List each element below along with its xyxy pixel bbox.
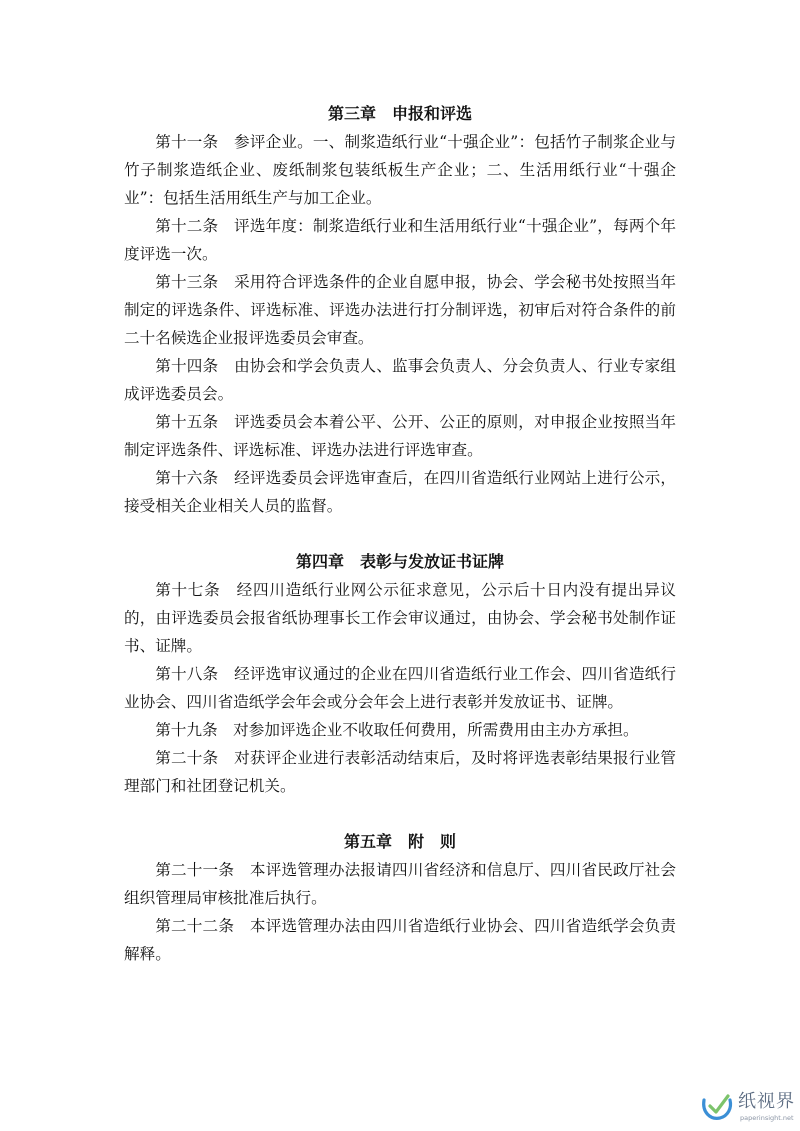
article-17: 第十七条 经四川造纸行业网公示征求意见，公示后十日内没有提出异议的，由评选委员会报省纸协理事长工作会审议通过，由协会、学会秘书处制作证书、证牌。	[124, 581, 676, 655]
article-11: 第十一条 参评企业。一、制浆造纸行业“十强企业”：包括竹子制浆企业与竹子制浆造纸企业、废纸制浆包装纸板生产企业；二、生活用纸行业“十强企业”：包括生活用纸生产与加工企业。	[124, 133, 676, 207]
chapter-title: 第三章 申报和评选	[327, 104, 472, 123]
document-body	[124, 100, 676, 968]
chapter-5	[124, 828, 676, 968]
watermark-logo-text: 纸视界	[738, 1091, 795, 1112]
chapter-title: 第四章 表彰与发放证书证牌	[295, 552, 504, 571]
watermark	[700, 1090, 796, 1126]
article-12: 第十二条 评选年度：制浆造纸行业和生活用纸行业“十强企业”，每两个年度评选一次。	[124, 217, 676, 263]
article-15: 第十五条 评选委员会本着公平、公开、公正的原则，对申报企业按照当年制定评选条件、评选标准、评选办法进行评选审查。	[124, 413, 676, 459]
article-20: 第二十条 对获评企业进行表彰活动结束后，及时将评选表彰结果报行业管理部门和社团登记机关。	[124, 749, 676, 795]
article-19: 第十九条 对参加评选企业不收取任何费用，所需费用由主办方承担。	[155, 721, 639, 739]
article-18: 第十八条 经评选审议通过的企业在四川省造纸行业工作会、四川省造纸行业协会、四川省造纸学会年会或分会年会上进行表彰并发放证书、证牌。	[124, 665, 676, 711]
chapter-3	[124, 100, 676, 520]
paperinsight-logo-icon	[700, 1092, 734, 1122]
chapter-title: 第五章 附 则	[343, 832, 456, 851]
article-14: 第十四条 由协会和学会负责人、监事会负责人、分会负责人、行业专家组成评选委员会。	[124, 357, 676, 403]
article-13: 第十三条 采用符合评选条件的企业自愿申报，协会、学会秘书处按照当年制定的评选条件、评选标准、评选办法进行打分制评选，初审后对符合条件的前二十名候选企业报评选委员会审查。	[124, 273, 676, 347]
article-21: 第二十一条 本评选管理办法报请四川省经济和信息厅、四川省民政厅社会组织管理局审核批准后执行。	[124, 861, 676, 907]
watermark-url: paperinsight.net	[740, 1114, 794, 1122]
article-22: 第二十二条 本评选管理办法由四川省造纸行业协会、四川省造纸学会负责解释。	[124, 917, 676, 963]
chapter-4	[124, 548, 676, 800]
article-16: 第十六条 经评选委员会评选审查后，在四川省造纸行业网站上进行公示，接受相关企业相关人员的监督。	[124, 469, 676, 515]
